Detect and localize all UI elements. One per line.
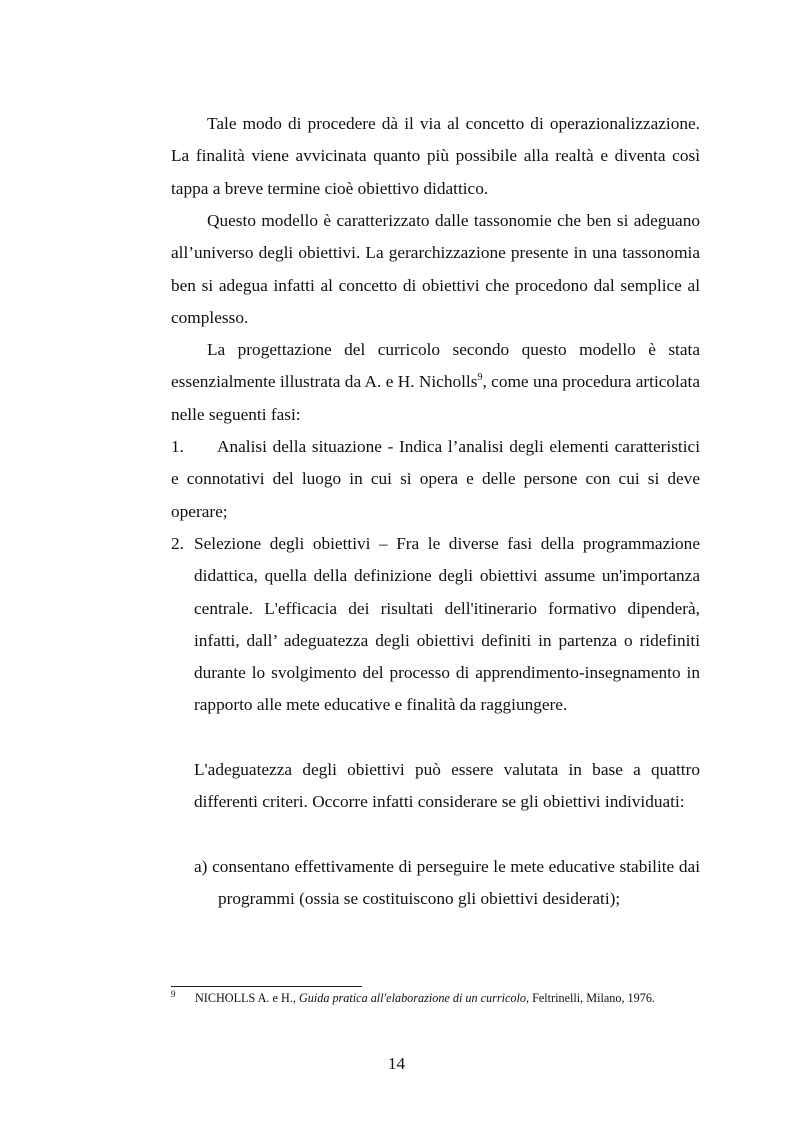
footnote (171, 990, 701, 1006)
list-item-analisi (171, 431, 700, 528)
paragraph-operazionalizzazione: Tale modo di procedere dà il via al concetto di operazionalizzazione. La finalità viene avvicinata quanto più possibile alla realtà e diventa così tappa a breve termine cioè obiettivo didattico. (171, 114, 700, 198)
list-item-number: 2. (171, 534, 184, 553)
sub-list-item-text: a) consentano effettivamente di perseguire le mete educative stabilite dai programmi (ossia se costituiscono gli obiettivi desiderati); (194, 857, 700, 909)
footnote-reference: 9 (477, 372, 483, 384)
paragraph-tassonomie: Questo modello è caratterizzato dalle tassonomie che ben si adeguano all’universo degli obiettivi. La gerarchizzazione presente in una tassonomia ben si adegua infatti al concetto di obiettivi che procedono dal semplice al complesso. (171, 211, 700, 327)
sub-list-item-a (194, 851, 700, 916)
footnote-title: Guida pratica all'elaborazione di un curricolo (298, 991, 526, 1005)
list-item-selezione (171, 528, 700, 722)
footnote-text (195, 990, 701, 1006)
list-item-text: Selezione degli obiettivi – Fra le diverse fasi della programmazione didattica, quella della definizione degli obiettivi assume un'importanza centrale. L'efficacia dei risultati dell'itinerario formativo dipenderà, infatti, dall’ adeguatezza degli obiettivi definiti in partenza o ridefiniti durante lo svolgimento del processo di apprendimento-insegnamento in rapporto alle mete educative e finalità da raggiungere. (194, 534, 700, 715)
footnote-author: NICHOLLS A. e H., (195, 991, 299, 1005)
paragraph-progettazione (171, 334, 700, 431)
footnote-publisher: , Feltrinelli, Milano, 1976. (525, 991, 655, 1005)
list-item-paragraph-adeguatezza: L'adeguatezza degli obiettivi può essere valutata in base a quattro differenti criteri. Occorre infatti considerare se gli obiettivi individuati: (194, 760, 700, 812)
list-item-text: Analisi della situazione - Indica l’analisi degli elementi caratteristici e connotativi del luogo in cui si opera e delle persone con cui si deve operare; (171, 437, 700, 521)
footnote-mark: 9 (171, 989, 176, 999)
list-item-number: 1. (171, 437, 184, 456)
footnote-divider (171, 986, 362, 987)
paragraph-progettazione-text-end: , come una procedura articolata nelle seguenti fasi: (171, 372, 700, 424)
paragraph-progettazione-text: La progettazione del curricolo secondo questo modello è stata essenzialmente illustrata da A. e H. Nicholls (171, 340, 700, 392)
page-number: 14 (387, 1054, 406, 1073)
